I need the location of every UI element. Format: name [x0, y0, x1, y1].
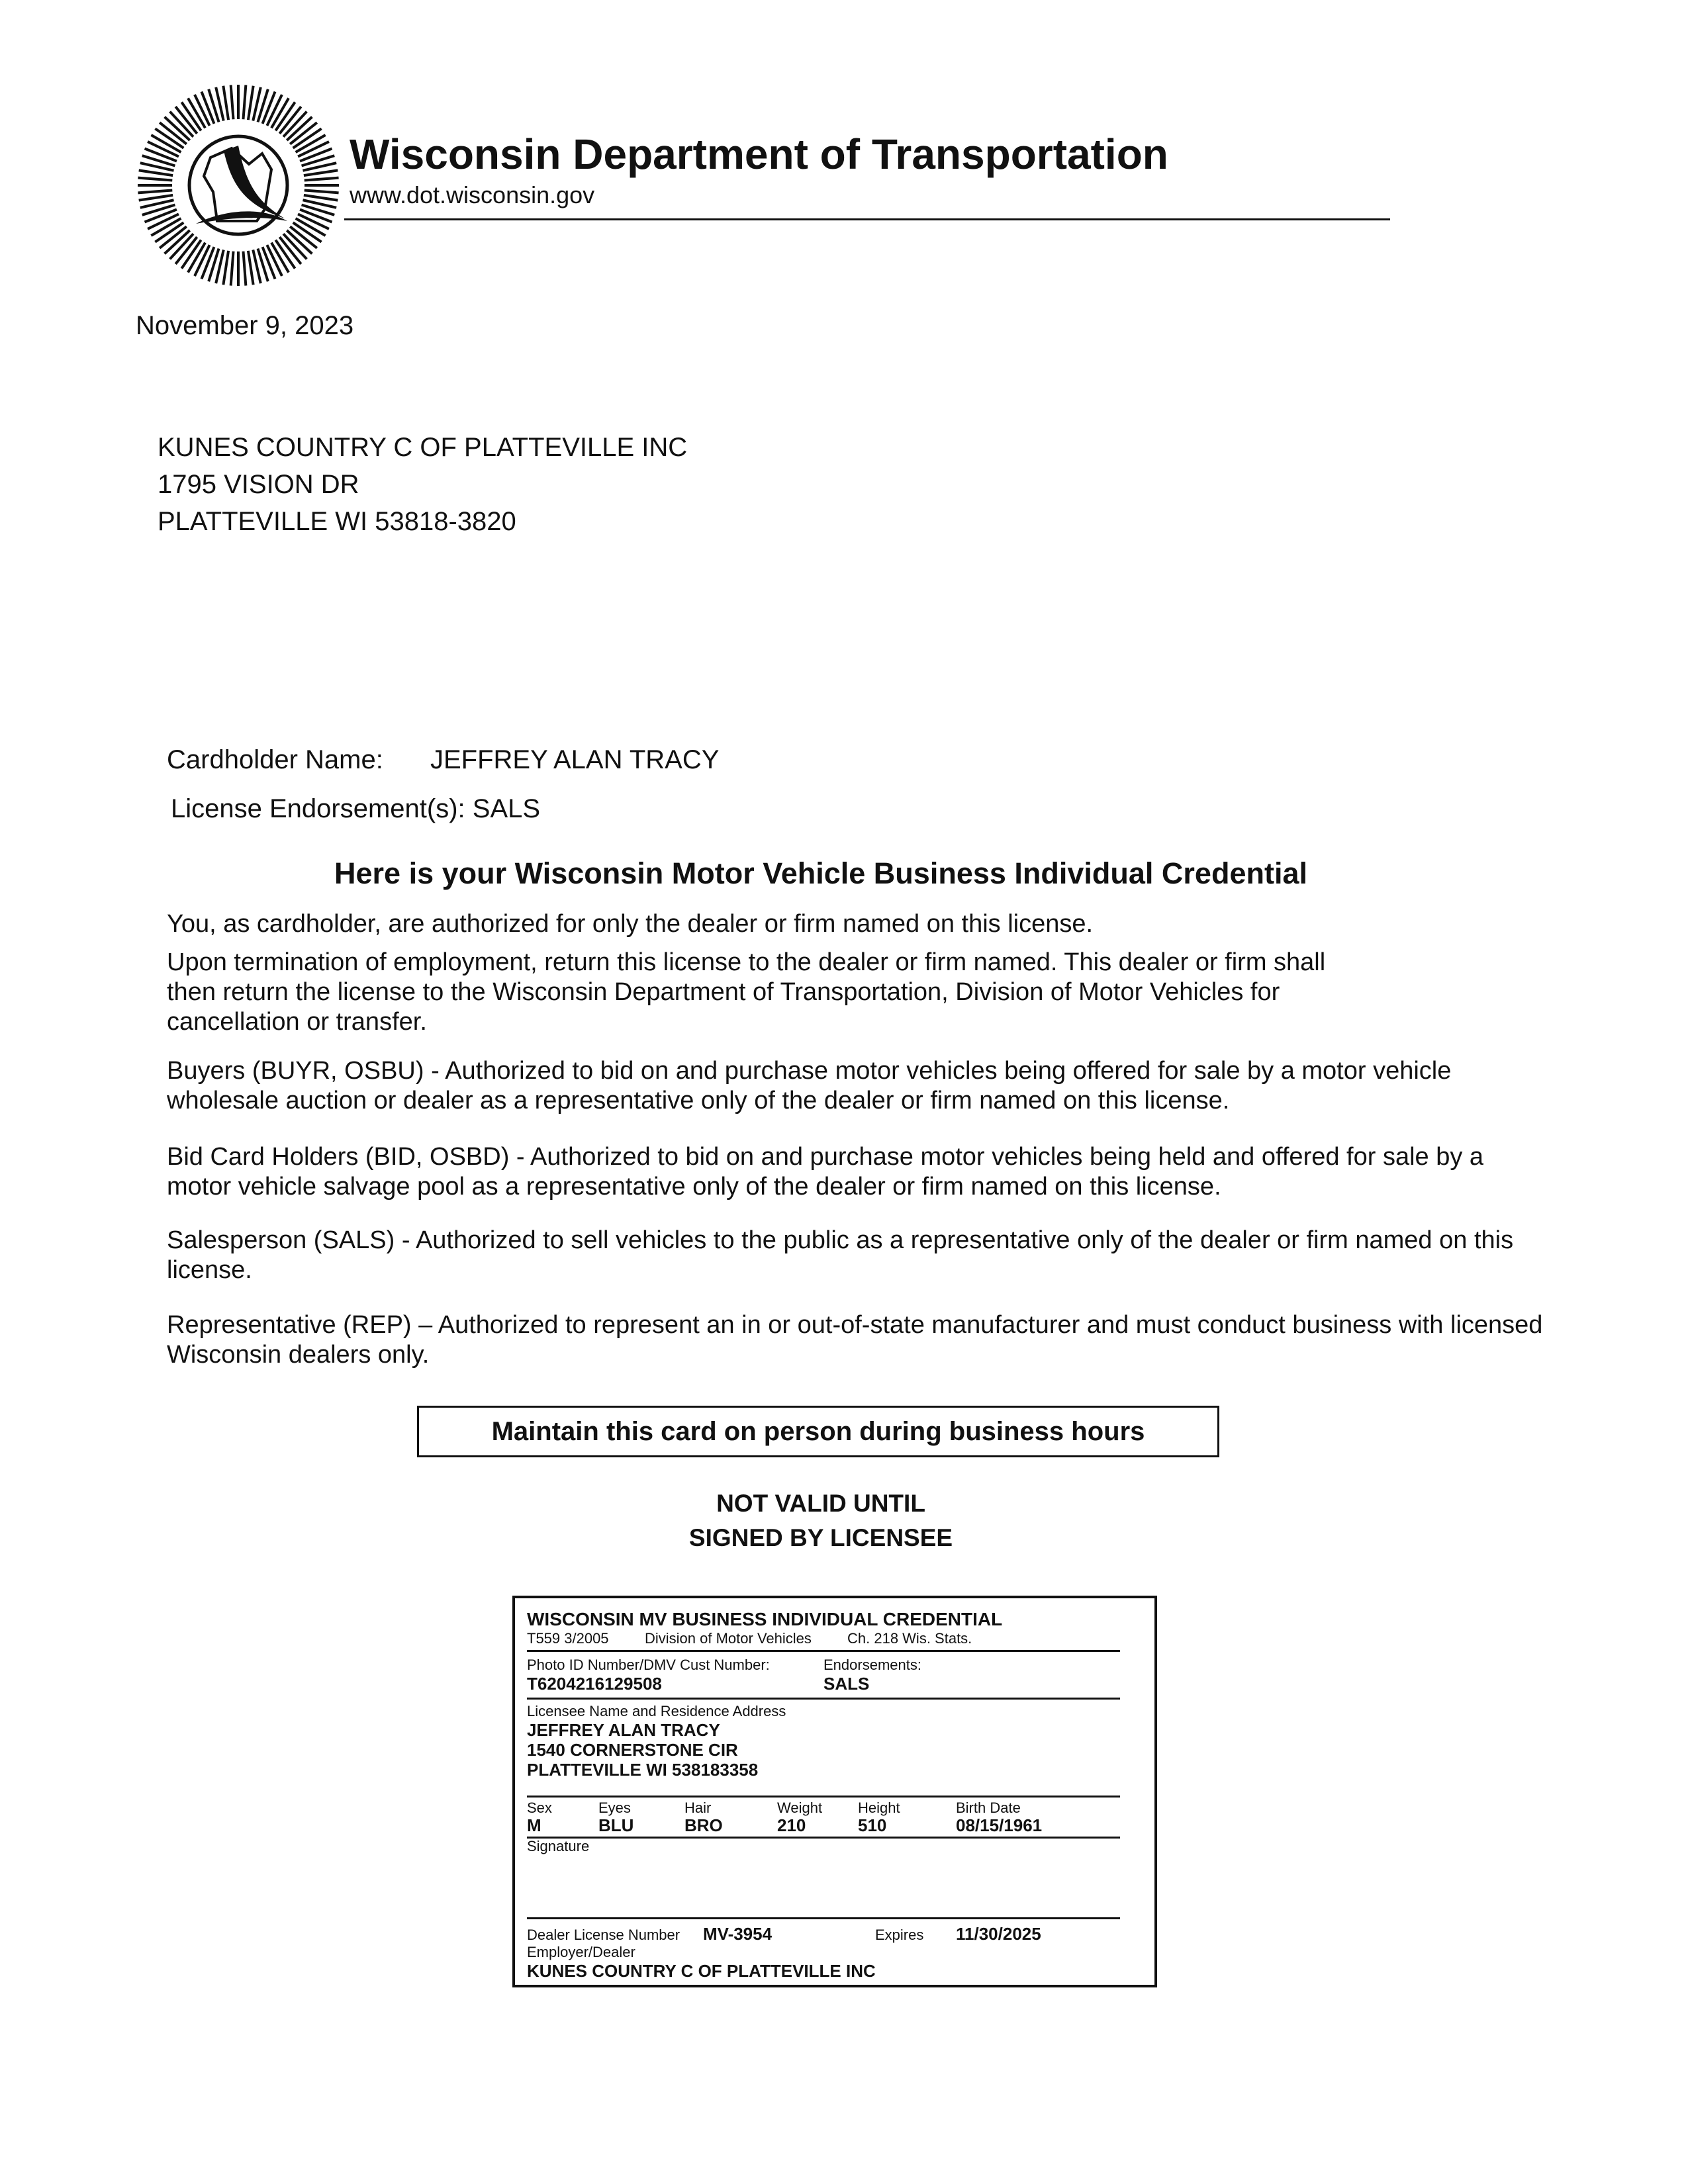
seal-ray — [138, 178, 172, 181]
notice-text: Maintain this card on person during business hours — [491, 1416, 1145, 1446]
card-title: WISCONSIN MV BUSINESS INDIVIDUAL CREDENTIAL — [527, 1609, 1003, 1629]
licensee-city: PLATTEVILLE WI 538183358 — [527, 1760, 759, 1780]
card-divider — [527, 1837, 1120, 1839]
weight-value: 210 — [777, 1815, 806, 1835]
licensee-label: Licensee Name and Residence Address — [527, 1703, 786, 1719]
seal-ray — [223, 86, 228, 120]
signature-line — [527, 1917, 1120, 1919]
not-valid-line: NOT VALID UNTIL — [716, 1490, 925, 1517]
signature-label: Signature — [527, 1838, 590, 1854]
paragraph-termination: Upon termination of employment, return this license to the dealer or firm named. This dealer or firm shall then return the license to the Wisconsin Department of Transportation, Division of Motor Vehicles for cancellation or transfer. — [167, 948, 1326, 1036]
endorsement-label: License Endorsement(s): — [171, 794, 465, 823]
licensee-street: 1540 CORNERSTONE CIR — [527, 1740, 738, 1760]
birth-date-label: Birth Date — [956, 1799, 1021, 1816]
recipient-address-line: PLATTEVILLE WI 53818-3820 — [158, 507, 516, 536]
not-valid-notice — [0, 1486, 1642, 1555]
credential-card — [512, 1596, 1157, 1987]
sex-value: M — [527, 1815, 541, 1835]
dealer-license-label: Dealer License Number — [527, 1927, 680, 1943]
wisdot-logo — [132, 79, 344, 291]
eyes-label: Eyes — [598, 1799, 631, 1816]
seal-ray — [304, 195, 338, 201]
paragraph-representative: Representative (REP) – Authorized to represent an in or out-of-state manufacturer and must conduct business with licensed Wisconsin dealers only. — [167, 1311, 1543, 1369]
seal-ray — [248, 86, 254, 120]
agency-name: Wisconsin Department of Transportation — [350, 130, 1168, 178]
expires-label: Expires — [875, 1927, 924, 1943]
letter-date: November 9, 2023 — [136, 311, 354, 340]
height-value: 510 — [858, 1815, 887, 1835]
expires-value: 11/30/2025 — [956, 1924, 1041, 1944]
credential-heading: Here is your Wisconsin Motor Vehicle Business Individual Credential — [334, 856, 1307, 890]
seal-ray — [305, 178, 339, 181]
recipient-address-line: 1795 VISION DR — [158, 470, 359, 499]
not-valid-line: SIGNED BY LICENSEE — [688, 1524, 953, 1551]
cardholder-name: JEFFREY ALAN TRACY — [430, 745, 720, 774]
endorsements-label: Endorsements: — [823, 1657, 921, 1673]
seal-ray — [243, 85, 246, 119]
weight-label: Weight — [777, 1799, 823, 1816]
hair-value: BRO — [684, 1815, 723, 1835]
employer-label: Employer/Dealer — [527, 1944, 635, 1960]
card-statute: Ch. 218 Wis. Stats. — [847, 1630, 972, 1647]
card-divider — [527, 1796, 1120, 1797]
card-divider — [527, 1650, 1120, 1652]
paragraph-authorization: You, as cardholder, are authorized for only the dealer or firm named on this license. — [167, 910, 1094, 938]
photo-id-value: T6204216129508 — [527, 1674, 662, 1694]
eyes-value: BLU — [598, 1815, 634, 1835]
notice-box — [417, 1406, 1219, 1457]
seal-ray — [139, 170, 173, 175]
card-division: Division of Motor Vehicles — [645, 1630, 812, 1647]
endorsements-value: SALS — [823, 1674, 870, 1694]
header-divider — [344, 218, 1390, 220]
paragraph-salesperson: Salesperson (SALS) - Authorized to sell vehicles to the public as a representative only of the dealer or firm named on this license. — [167, 1226, 1514, 1284]
seal-ray — [139, 195, 173, 201]
seal-ray — [304, 170, 338, 175]
hair-label: Hair — [684, 1799, 712, 1816]
recipient-address-line: KUNES COUNTRY C OF PLATTEVILLE INC — [158, 433, 688, 462]
sex-label: Sex — [527, 1799, 552, 1816]
seal-ray — [248, 251, 254, 285]
wisdot-seal-icon — [132, 79, 344, 291]
seal-ray — [231, 85, 234, 119]
endorsement-value: SALS — [472, 794, 541, 823]
employer-value: KUNES COUNTRY C OF PLATTEVILLE INC — [527, 1961, 876, 1981]
seal-ray — [231, 251, 234, 286]
birth-date-value: 08/15/1961 — [956, 1815, 1043, 1835]
website-link[interactable]: www.dot.wisconsin.gov — [350, 181, 595, 208]
card-form-number: T559 3/2005 — [527, 1630, 609, 1647]
cardholder-name-label: Cardholder Name: — [167, 745, 383, 774]
card-divider — [527, 1698, 1120, 1700]
seal-ray — [305, 190, 339, 193]
seal-ray — [223, 251, 228, 285]
photo-id-label: Photo ID Number/DMV Cust Number: — [527, 1657, 770, 1673]
height-label: Height — [858, 1799, 900, 1816]
seal-ray — [138, 190, 172, 193]
paragraph-buyers: Buyers (BUYR, OSBU) - Authorized to bid on and purchase motor vehicles being offered for sale by a motor vehicle wholesale auction or dealer as a representative only of the dealer or firm named on this license. — [167, 1057, 1452, 1115]
seal-ray — [243, 251, 246, 286]
licensee-name: JEFFREY ALAN TRACY — [527, 1720, 720, 1740]
paragraph-bid-card-holders: Bid Card Holders (BID, OSBD) - Authorized to bid on and purchase motor vehicles being held and offered for sale by a motor vehicle salvage pool as a representative only of the dealer or firm named on this license. — [167, 1143, 1484, 1201]
dealer-license-value: MV-3954 — [703, 1924, 773, 1944]
